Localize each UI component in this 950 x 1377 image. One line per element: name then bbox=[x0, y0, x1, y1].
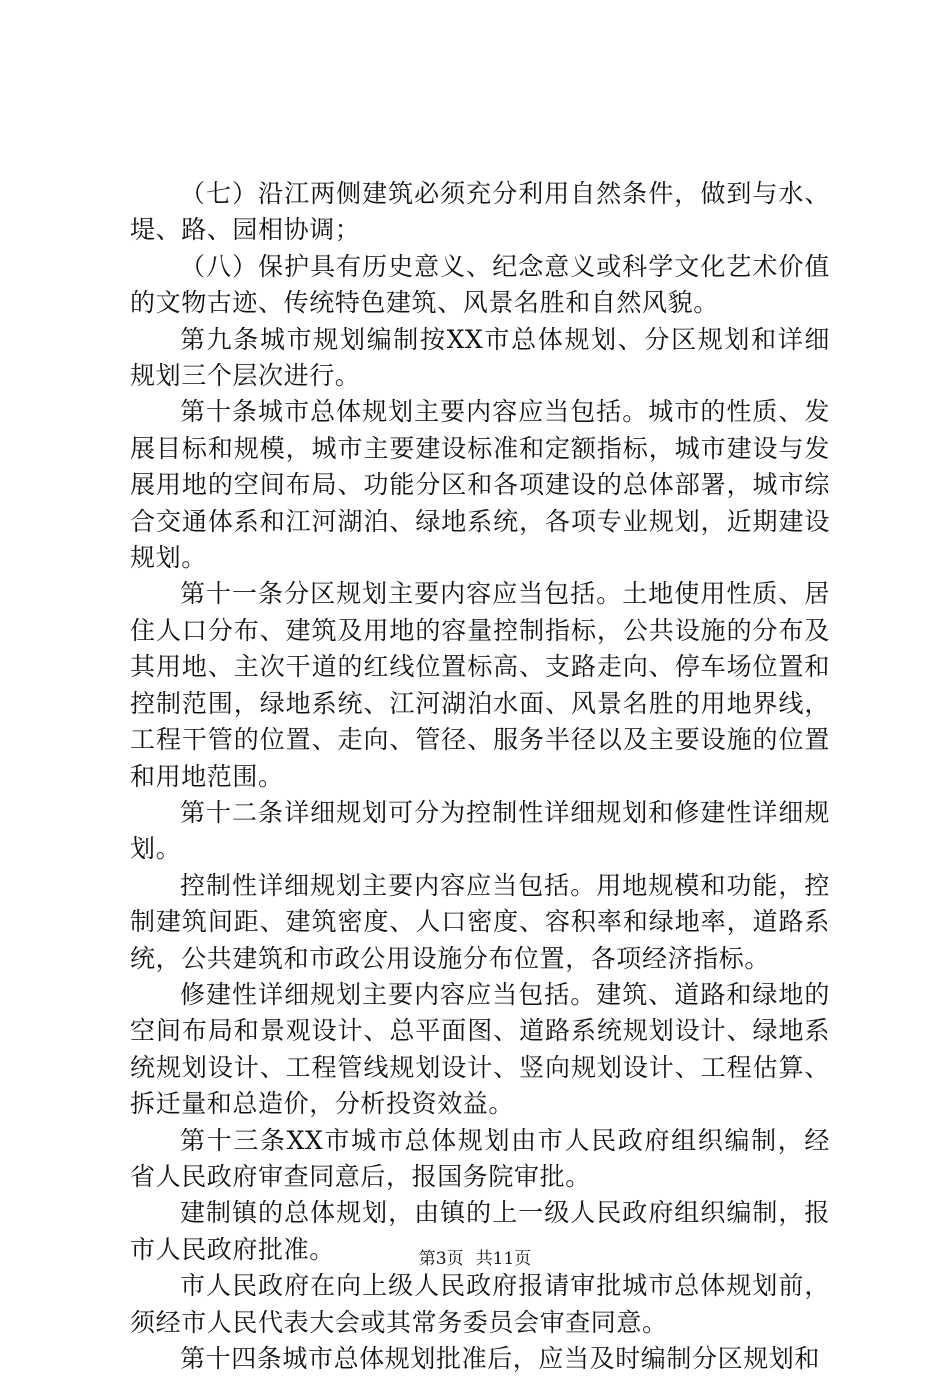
document-body bbox=[130, 176, 830, 1377]
article-10: 第十条城市总体规划主要内容应当包括。城市的性质、发展目标和规模，城市主要建设标准和定额指标，城市建设与发展用地的空间布局、功能分区和各项建设的总体部署，城市综合交通体系和江河湖泊、绿地系统，各项专业规划，近期建设规划。 bbox=[130, 397, 830, 573]
control-detailed-plan: 控制性详细规划主要内容应当包括。用地规模和功能，控制建筑间距、建筑密度、人口密度、容积率和绿地率，道路系统，公共建筑和市政公用设施分布位置，各项经济指标。 bbox=[130, 870, 830, 973]
page-total: 共11页 bbox=[475, 1249, 532, 1269]
town-master-plan: 建制镇的总体规划，由镇的上一级人民政府组织编制，报市人民政府批准。 bbox=[130, 1198, 830, 1264]
article-13: 第十三条XX市城市总体规划由市人民政府组织编制，经省人民政府审查同意后，报国务院审批。 bbox=[130, 1125, 830, 1191]
construction-detailed-plan: 修建性详细规划主要内容应当包括。建筑、道路和绿地的空间布局和景观设计、总平面图、道路系统规划设计、绿地系统规划设计、工程管线规划设计、竖向规划设计、工程估算、拆迁量和总造价，分析投资效益。 bbox=[130, 979, 830, 1119]
article-12: 第十二条详细规划可分为控制性详细规划和修建性详细规划。 bbox=[130, 797, 830, 864]
article-11: 第十一条分区规划主要内容应当包括。土地使用性质、居住人口分布、建筑及用地的容量控制指标，公共设施的分布及其用地、主次干道的红线位置标高、支路走向、停车场位置和控制范围，绿地系统、江河湖泊水面、风景名胜的用地界线，工程干管的位置、走向、管径、服务半径以及主要设施的位置和用地范围。 bbox=[130, 579, 830, 791]
page-number: 第3页 bbox=[418, 1249, 464, 1269]
approval-procedure: 市人民政府在向上级人民政府报请审批城市总体规划前，须经市人民代表大会或其常务委员会审查同意。 bbox=[130, 1271, 830, 1337]
page-footer bbox=[0, 1244, 950, 1269]
article-14: 第十四条城市总体规划批准后，应当及时编制分区规划和 bbox=[180, 1344, 821, 1373]
article-9: 第九条城市规划编制按XX市总体规划、分区规划和详细规划三个层次进行。 bbox=[130, 324, 830, 391]
paragraph-8: （八）保护具有历史意义、纪念意义或科学文化艺术价值的文物古迹、传统特色建筑、风景名胜和自然风貌。 bbox=[130, 251, 830, 318]
paragraph-7: （七）沿江两侧建筑必须充分利用自然条件，做到与水、堤、路、园相协调； bbox=[130, 179, 830, 245]
